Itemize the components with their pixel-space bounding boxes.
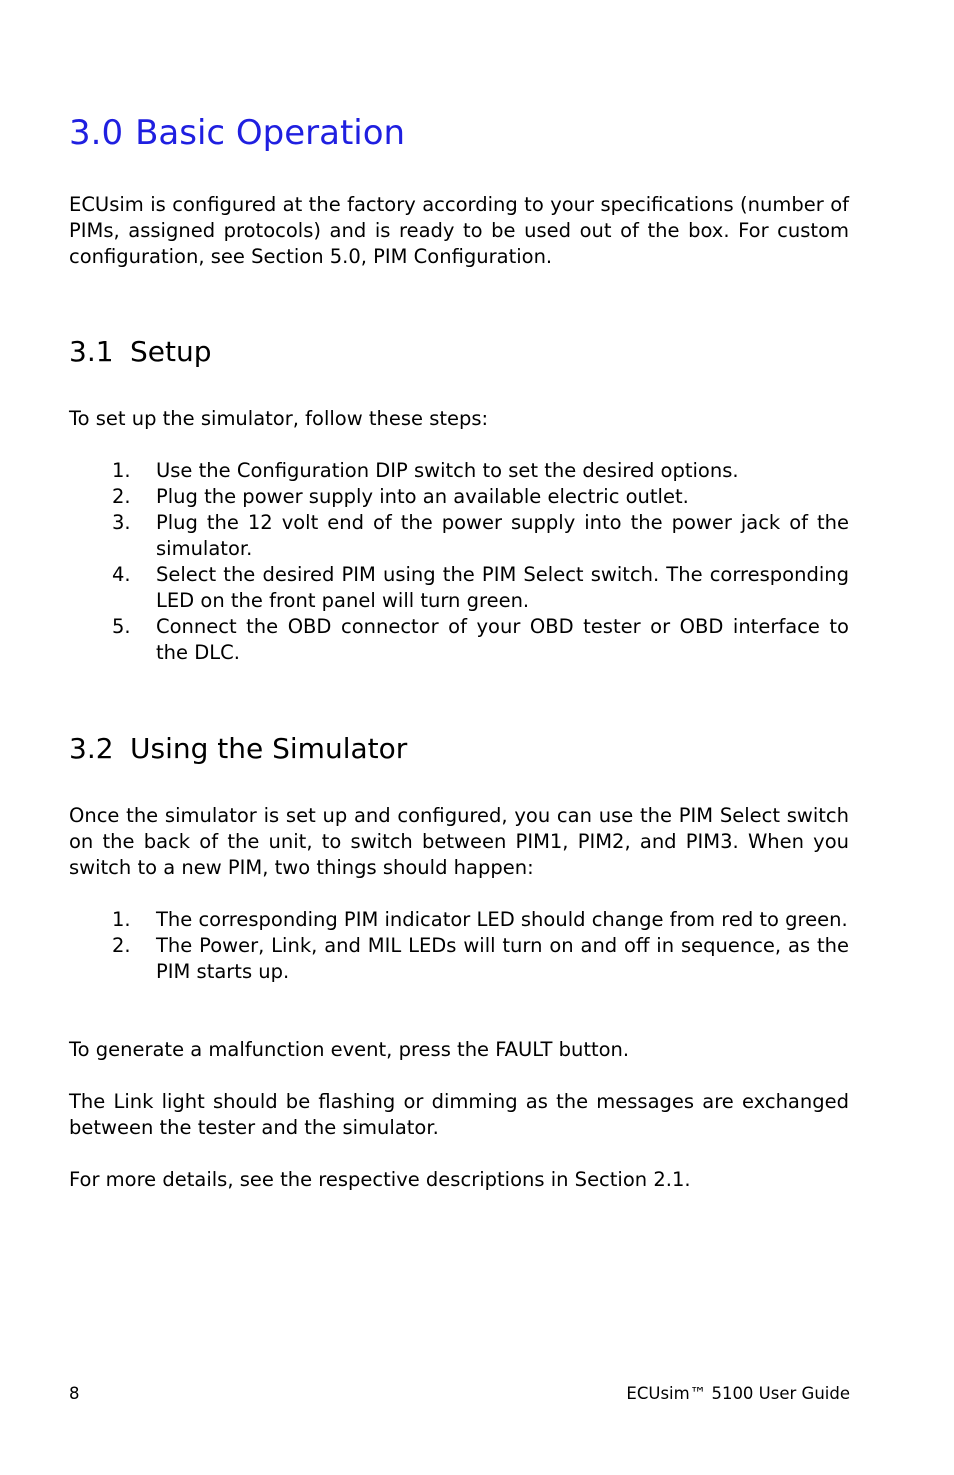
list-item-text: Plug the power supply into an available electric outlet. bbox=[156, 485, 689, 508]
section-heading-setup bbox=[69, 335, 212, 368]
section-number: 3.1 bbox=[69, 335, 114, 368]
list-marker: 2. bbox=[112, 485, 131, 508]
list-item bbox=[69, 458, 849, 484]
intro-paragraph: ECUsim is configured at the factory according to your specifications (number of PIMs, assigned protocols) and is ready to be used out of the box. For custom configuration, see Section 5.0, PIM Configuration. bbox=[69, 193, 849, 268]
fault-paragraph: To generate a malfunction event, press the FAULT button. bbox=[69, 1038, 630, 1061]
section-number: 3.2 bbox=[69, 732, 114, 765]
list-item bbox=[69, 484, 849, 510]
link-light-paragraph: The Link light should be flashing or dimming as the messages are exchanged between the tester and the simulator. bbox=[69, 1090, 849, 1139]
section-heading-using-simulator bbox=[69, 732, 407, 765]
using-steps-list bbox=[69, 907, 849, 985]
setup-steps-list bbox=[69, 458, 849, 666]
list-marker: 5. bbox=[112, 615, 131, 638]
chapter-title: Basic Operation bbox=[135, 113, 406, 153]
list-item-text: Select the desired PIM using the PIM Select switch. The corresponding LED on the front panel will turn green. bbox=[156, 563, 849, 612]
list-marker: 3. bbox=[112, 511, 131, 534]
list-marker: 1. bbox=[112, 908, 131, 931]
list-marker: 4. bbox=[112, 563, 131, 586]
list-item bbox=[69, 510, 849, 562]
list-item-text: The Power, Link, and MIL LEDs will turn on and off in sequence, as the PIM starts up. bbox=[156, 934, 849, 983]
chapter-heading bbox=[69, 113, 405, 153]
setup-lead-paragraph: To set up the simulator, follow these steps: bbox=[69, 407, 489, 430]
section-title: Using the Simulator bbox=[130, 732, 408, 765]
list-marker: 1. bbox=[112, 459, 131, 482]
details-paragraph: For more details, see the respective descriptions in Section 2.1. bbox=[69, 1168, 691, 1191]
list-item-text: Plug the 12 volt end of the power supply into the power jack of the simulator. bbox=[156, 511, 849, 560]
list-item-text: The corresponding PIM indicator LED should change from red to green. bbox=[156, 908, 848, 931]
using-lead-paragraph: Once the simulator is set up and configured, you can use the PIM Select switch on the back of the unit, to switch between PIM1, PIM2, and PIM3. When you switch to a new PIM, two things should happen: bbox=[69, 804, 849, 879]
page-number: 8 bbox=[69, 1384, 80, 1403]
chapter-number: 3.0 bbox=[69, 113, 124, 153]
footer-document-title: ECUsim™ 5100 User Guide bbox=[626, 1384, 850, 1403]
list-item bbox=[69, 614, 849, 666]
section-title: Setup bbox=[130, 335, 212, 368]
list-item bbox=[69, 907, 849, 933]
list-item-text: Use the Configuration DIP switch to set the desired options. bbox=[156, 459, 739, 482]
list-marker: 2. bbox=[112, 934, 131, 957]
list-item bbox=[69, 933, 849, 985]
list-item bbox=[69, 562, 849, 614]
list-item-text: Connect the OBD connector of your OBD tester or OBD interface to the DLC. bbox=[156, 615, 849, 664]
